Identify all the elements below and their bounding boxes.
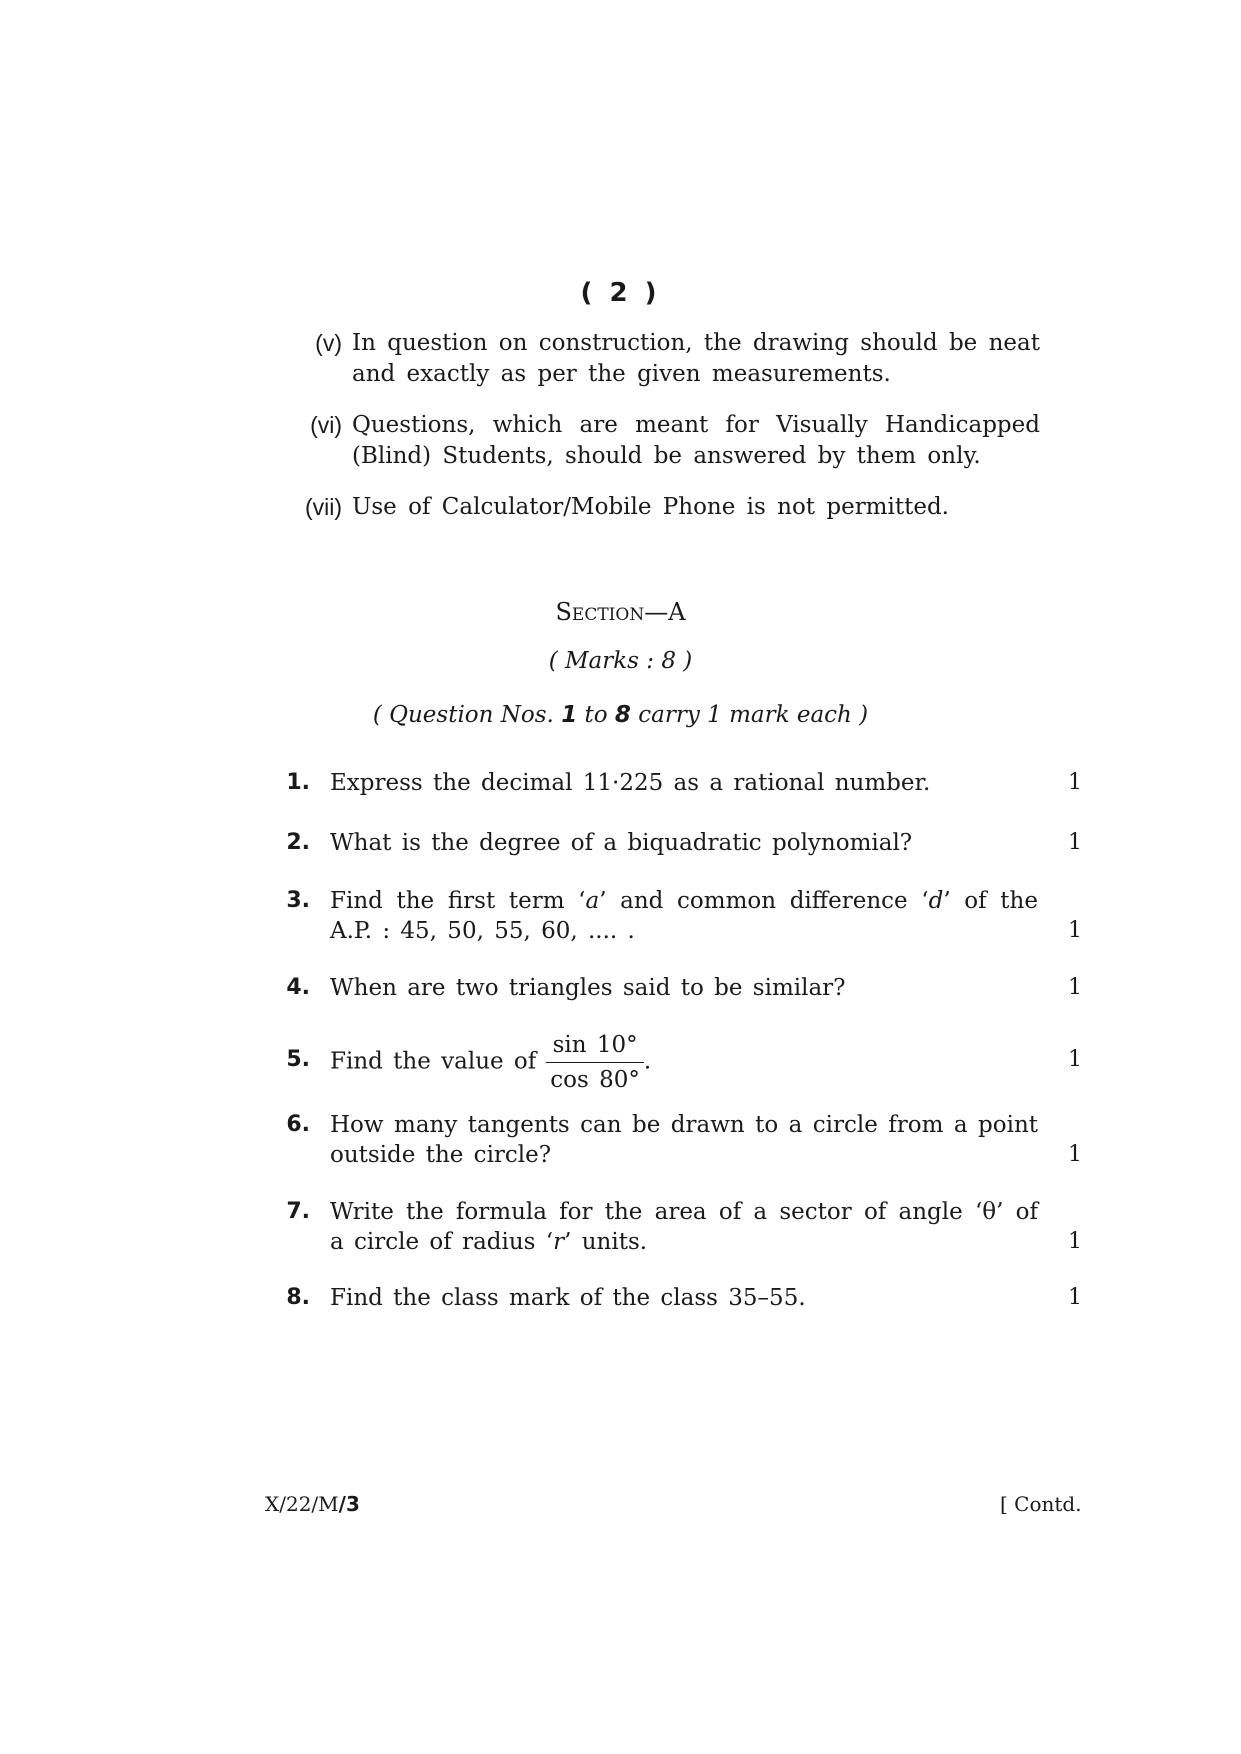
- question-number: 2.: [286, 830, 310, 855]
- question-item: [280, 768, 1100, 798]
- text-part: Write the formula for the area of a sector of angle ‘θ’ of a circle of radius ‘: [330, 1199, 1038, 1255]
- question-mark: 1: [1068, 770, 1082, 795]
- note-suffix: carry 1 mark each ): [638, 702, 869, 728]
- question-mark: 1: [1068, 1229, 1082, 1254]
- note-to-word: to: [584, 702, 608, 728]
- instruction-roman: (v): [315, 330, 342, 356]
- variable-r: r: [553, 1229, 565, 1255]
- question-mark: 1: [1068, 830, 1082, 855]
- text-part: .: [643, 1048, 652, 1075]
- section-marks: ( Marks : 8 ): [548, 648, 693, 674]
- question-text: Express the decimal 11·225 as a rational number.: [330, 770, 931, 796]
- question-mark: 1: [1068, 918, 1082, 943]
- instruction-item: [290, 328, 1040, 390]
- note-prefix: ( Question Nos.: [372, 702, 554, 728]
- text-part: Find the first term ‘: [330, 888, 586, 914]
- question-item: [280, 973, 1100, 1003]
- question-item: [280, 1030, 1100, 1095]
- instruction-item: [290, 410, 1040, 472]
- instruction-text: Use of Calculator/Mobile Phone is not permitted.: [352, 494, 949, 520]
- question-text: Find the class mark of the class 35–55.: [330, 1285, 806, 1311]
- question-mark: 1: [1068, 975, 1082, 1000]
- question-text: [330, 1197, 1038, 1257]
- question-item: [280, 1283, 1100, 1313]
- question-text: What is the degree of a biquadratic polynomial?: [330, 830, 913, 856]
- question-number: 1.: [286, 770, 310, 795]
- question-number: 5.: [286, 1047, 310, 1072]
- fraction-denominator: cos 80°: [550, 1067, 640, 1093]
- question-number: 7.: [286, 1199, 310, 1224]
- question-item: [280, 1197, 1100, 1257]
- section-title: Section—A: [555, 598, 686, 626]
- text-part: ’ units.: [564, 1229, 648, 1255]
- page-number: ( 2 ): [580, 278, 661, 308]
- instruction-item: [290, 492, 1040, 523]
- variable-a: a: [585, 888, 600, 914]
- note-to: 8: [614, 702, 631, 728]
- question-number: 4.: [286, 975, 310, 1000]
- question-item: [280, 1110, 1100, 1170]
- text-part: Find the value of: [330, 1048, 537, 1075]
- question-text: When are two triangles said to be similar?: [330, 975, 846, 1001]
- footer-code-bold: /3: [338, 1492, 360, 1516]
- question-item: [280, 886, 1100, 946]
- instruction-roman: (vi): [310, 412, 342, 438]
- question-number: 3.: [286, 888, 310, 913]
- question-text: [330, 1030, 1038, 1095]
- note-from: 1: [561, 702, 578, 728]
- footer-contd: [ Contd.: [1000, 1492, 1082, 1516]
- question-text: How many tangents can be drawn to a circle from a point outside the circle?: [330, 1112, 1038, 1168]
- instruction-text: Questions, which are meant for Visually Handicapped (Blind) Students, should be answered by them only.: [352, 412, 1040, 469]
- question-number: 6.: [286, 1112, 310, 1137]
- footer-code-text: X/22/M: [265, 1492, 339, 1516]
- variable-d: d: [928, 888, 944, 914]
- question-mark: 1: [1068, 1047, 1082, 1072]
- fraction-numerator: sin 10°: [546, 1030, 644, 1063]
- question-mark: 1: [1068, 1142, 1082, 1167]
- fraction: [546, 1030, 644, 1095]
- question-text: [330, 886, 1038, 946]
- question-mark: 1: [1068, 1285, 1082, 1310]
- instruction-roman: (vii): [304, 494, 342, 520]
- section-note: [0, 702, 1241, 728]
- question-item: [280, 828, 1100, 858]
- text-part: ’ and common difference ‘: [599, 888, 929, 914]
- text-part: ’ of the A.P. : 45, 50, 55, 60, .... .: [330, 888, 1038, 944]
- footer-code: [265, 1492, 360, 1516]
- question-number: 8.: [286, 1285, 310, 1310]
- instruction-text: In question on construction, the drawing should be neat and exactly as per the given measurements.: [352, 330, 1040, 387]
